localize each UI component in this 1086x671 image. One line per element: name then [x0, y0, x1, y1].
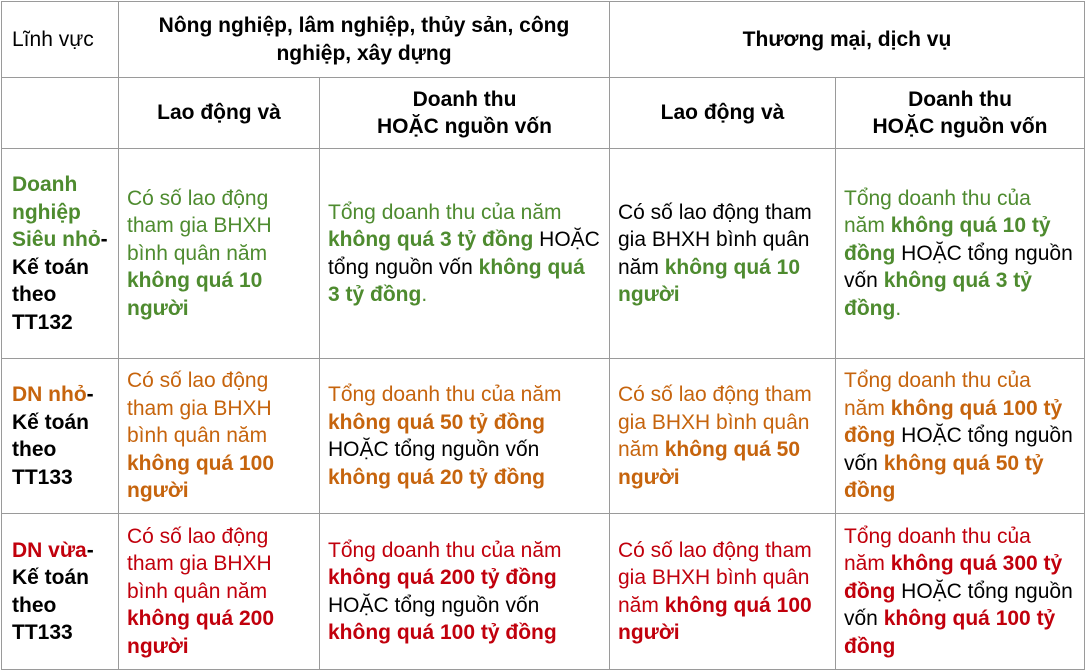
row-label-micro: [2, 149, 119, 359]
cell-threshold: không quá 100 tỷ đồng: [328, 621, 557, 644]
cell-micro-trade-labor: [610, 149, 836, 359]
row-label-micro-name: Doanh nghiệp Siêu nhỏ: [12, 173, 101, 251]
cell-text: Tổng doanh thu của năm: [844, 524, 1031, 576]
header-sub-revenue-agri-line2: HOẶC nguồn vốn: [377, 115, 552, 138]
cell-micro-agri-labor: [119, 149, 320, 359]
cell-threshold: không quá 3 tỷ đồng: [328, 228, 534, 251]
row-label-medium: [2, 514, 119, 670]
cell-medium-trade-labor: [610, 514, 836, 670]
cell-text-or: HOẶC tổng nguồn vốn: [328, 593, 540, 617]
cell-text: .: [895, 296, 902, 320]
cell-threshold: không quá 10 người: [618, 255, 801, 306]
cell-text: .: [421, 283, 428, 306]
cell-text: Tổng doanh thu của năm: [328, 538, 562, 562]
cell-text-or: HOẶC tổng nguồn vốn: [844, 424, 1073, 475]
header-group-trade-label: Thương mại, dịch vụ: [742, 27, 952, 51]
cell-medium-trade-revenue: [836, 514, 1085, 670]
row-label-medium-law: - Kế toán theo TT133: [12, 538, 94, 644]
row-label-small: [2, 359, 119, 514]
table-row-micro: [2, 149, 1085, 359]
header-sub-revenue-trade: [836, 78, 1085, 149]
header-sub-labor-trade-label: Lao động và: [660, 101, 785, 125]
header-sub-revenue-trade-line1: Doanh thu: [908, 87, 1012, 111]
cell-small-trade-revenue: [836, 359, 1085, 514]
cell-threshold: không quá 3 tỷ đồng: [328, 255, 585, 306]
cell-small-trade-labor: [610, 359, 836, 514]
header-group-agriculture: [119, 2, 610, 78]
cell-medium-agri-labor: [119, 514, 320, 670]
table-row-medium: [2, 514, 1085, 670]
cell-threshold: không quá 3 tỷ đồng: [844, 269, 1032, 320]
row-label-medium-name: DN vừa: [12, 538, 87, 562]
cell-text: Tổng doanh thu của năm: [328, 200, 562, 224]
cell-text: Có số lao động tham gia BHXH bình quân năm: [618, 538, 812, 617]
cell-text: Có số lao động tham gia BHXH bình quân năm: [127, 186, 272, 265]
cell-threshold: không quá 100 người: [618, 593, 812, 644]
header-sub-revenue-agri: [320, 78, 610, 149]
header-group-trade: [610, 2, 1085, 78]
cell-text: Có số lao động tham gia BHXH bình quân năm: [618, 200, 812, 279]
cell-micro-agri-revenue: [320, 149, 610, 359]
header-field: [2, 2, 119, 78]
header-sub-labor-agri: [119, 78, 320, 149]
cell-threshold: không quá 50 tỷ đồng: [328, 410, 546, 434]
row-label-small-name: DN nhỏ: [12, 383, 87, 406]
header-group-agriculture-label: Nông nghiệp, lâm nghiệp, thủy sản, công nghiệp, xây dựng: [158, 14, 570, 65]
row-label-small-law: - Kế toán theo TT133: [12, 383, 94, 489]
cell-threshold: không quá 20 tỷ đồng: [328, 465, 546, 489]
header-sub-labor-trade: [610, 78, 836, 149]
cell-text: Có số lao động tham gia BHXH bình quân năm: [127, 524, 272, 603]
cell-text: Tổng doanh thu của năm: [844, 369, 1031, 420]
cell-threshold: không quá 50 người: [618, 438, 801, 489]
header-sub-labor-agri-label: Lao động và: [157, 101, 281, 125]
cell-threshold: không quá 100 người: [127, 451, 275, 503]
cell-micro-trade-revenue: [836, 149, 1085, 359]
cell-small-agri-labor: [119, 359, 320, 514]
cell-threshold: không quá 100 tỷ đồng: [844, 396, 1063, 448]
cell-text: Có số lao động tham gia BHXH bình quân năm: [618, 383, 812, 461]
cell-text-or: HOẶC tổng nguồn vốn: [844, 241, 1073, 293]
cell-text-or: HOẶC tổng nguồn vốn: [328, 438, 540, 461]
cell-threshold: không quá 10 người: [127, 269, 263, 320]
header-sub-empty: [2, 78, 119, 149]
cell-threshold: không quá 200 người: [127, 607, 275, 658]
cell-text-or: HOẶC tổng nguồn vốn: [844, 579, 1073, 631]
cell-medium-agri-revenue: [320, 514, 610, 670]
header-sub-revenue-trade-line2: HOẶC nguồn vốn: [872, 115, 1048, 138]
header-row-sub: [2, 78, 1085, 149]
header-row-groups: [2, 2, 1085, 78]
cell-text: Tổng doanh thu của năm: [844, 186, 1031, 238]
row-label-micro-law: - Kế toán theo TT132: [12, 228, 108, 334]
cell-text-or: HOẶC tổng nguồn vốn: [328, 228, 600, 279]
table-row-small: [2, 359, 1085, 514]
cell-threshold: không quá 50 tỷ đồng: [844, 451, 1044, 503]
cell-threshold: không quá 300 tỷ đồng: [844, 552, 1063, 603]
cell-threshold: không quá 100 tỷ đồng: [844, 607, 1056, 658]
cell-threshold: không quá 10 tỷ đồng: [844, 214, 1051, 265]
enterprise-classification-table: [1, 1, 1085, 670]
cell-text: Tổng doanh thu của năm: [328, 383, 562, 406]
cell-text: Có số lao động tham gia BHXH bình quân năm: [127, 369, 272, 448]
header-sub-revenue-agri-line1: Doanh thu: [412, 87, 517, 111]
cell-threshold: không quá 200 tỷ đồng: [328, 566, 557, 589]
cell-small-agri-revenue: [320, 359, 610, 514]
header-field-label: Lĩnh vực: [12, 27, 94, 51]
